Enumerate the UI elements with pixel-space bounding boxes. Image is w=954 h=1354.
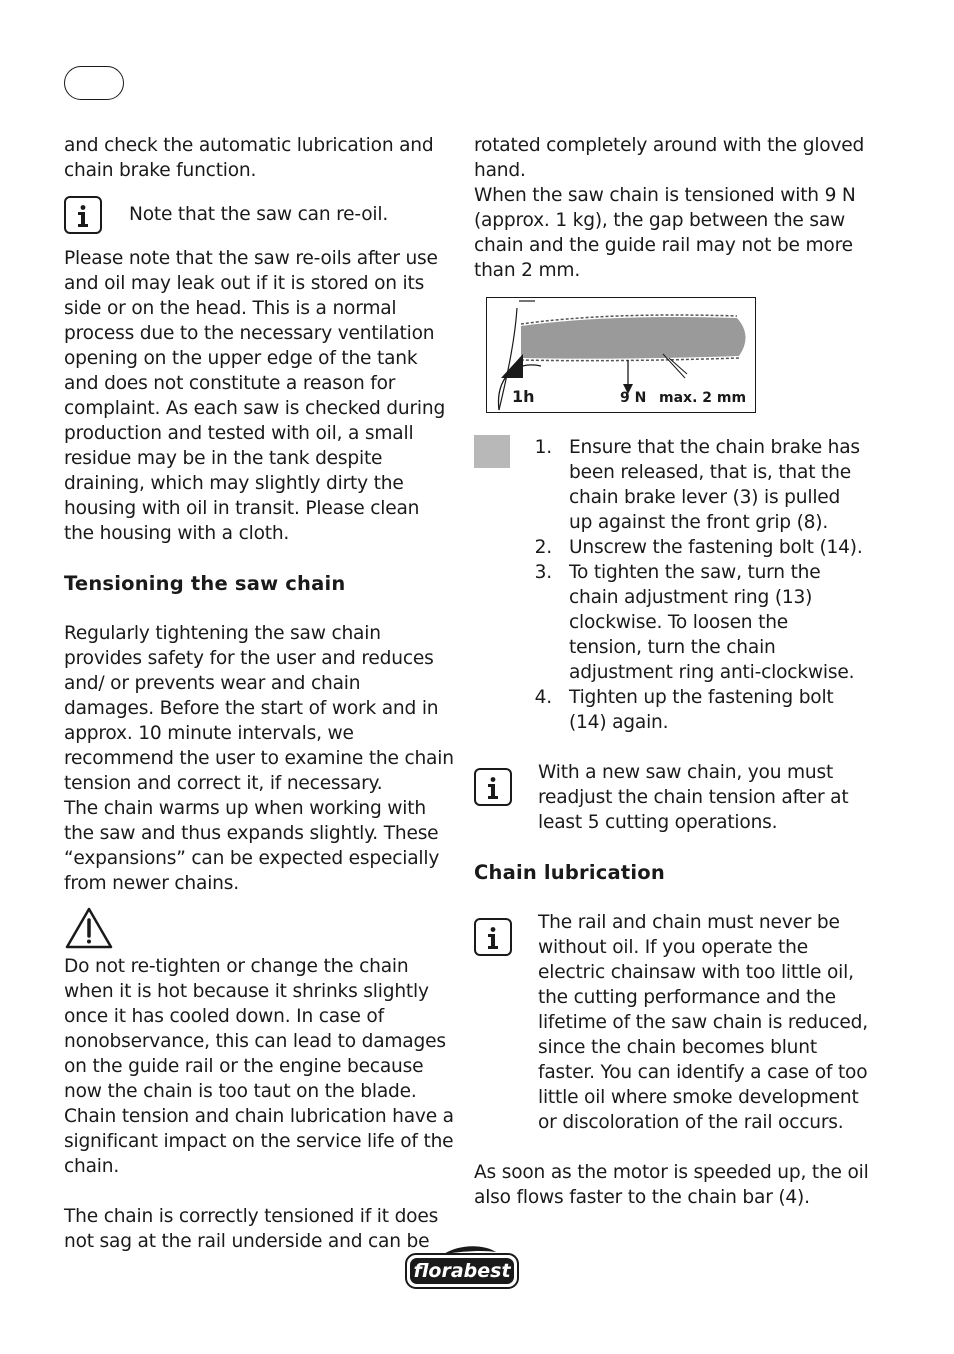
note-block [474,910,874,1135]
section-heading: Chain lubrication [474,861,665,884]
info-icon [474,918,512,956]
paragraph: When the saw chain is tensioned with 9 N (approx. 1 kg), the gap between the saw chain and the guide rail may not be more than 2 mm. [474,185,856,281]
chain-diagram [487,298,754,411]
info-icon [64,196,102,234]
note-text: The rail and chain must never be without oil. If you operate the electric chainsaw with too little oil, the cutting performance and the lifetime of the saw chain is reduced, since the chain becomes blunt faster. You can identify a case of too little oil where smoke development or discoloration of the rail occurs. [538,912,868,1133]
note-block [64,196,454,234]
paragraph: The chain warms up when working with the saw and thus expands slightly. These “expansions” can be expected especially from newer chains. [64,798,440,894]
paragraph: Regularly tightening the saw chain provides safety for the user and reduces and/ or prevents wear and chain damages. Before the start of work and in approx. 10 minute intervals, we recommend the user to examine the chain tension and correct it, if necessary. [64,623,454,794]
figure-label-gap: max. 2 mm [659,390,747,406]
figure-label-force: 9 N [620,390,647,406]
section-heading: Tensioning the saw chain [64,572,346,595]
steps-block [474,435,874,735]
paragraph: Chain tension and chain lubrication have a significant impact on the service life of the chain. [64,1106,454,1177]
list-item: 4. Tighten up the fastening bolt (14) again. [534,687,834,733]
logo-text: florabest [413,1260,511,1282]
note-block [474,760,874,835]
list-item: 2. Unscrew the fastening bolt (14). [534,537,863,558]
language-badge [64,66,124,100]
gray-step-marker [474,435,510,468]
paragraph: Please note that the saw re-oils after use and oil may leak out if it is stored on its side or on the head. This is a normal process due to the necessary ventilation opening on the upper edge of the tank and does not constitute a reason for complaint. As each saw is checked during production and tested with oil, a small residue may be in the tank despite draining, which may slightly dirty the housing with oil in transit. Please clean the housing with a cloth. [64,248,446,544]
paragraph: and check the automatic lubrication and chain brake function. [64,135,434,181]
figure-label-1h: 1h [512,387,535,406]
left-column [64,133,454,1254]
paragraph: As soon as the motor is speeded up, the oil also flows faster to the chain bar (4). [474,1162,869,1208]
warning-text: Do not re-tighten or change the chain when it is hot because it shrinks slightly once it has cooled down. In case of nonobservance, this can lead to damages on the guide rail or the engine because now the chain is too taut on the blade. [64,956,446,1102]
right-column [474,133,874,1210]
warning-triangle-icon [64,906,114,950]
chain-tension-figure [486,297,756,413]
note-text: Note that the saw can re-oil. [129,204,389,225]
list-item: 3. To tighten the saw, turn the chain adjustment ring (13) clockwise. To loosen the tension, turn the chain adjustment ring anti-clockwise. [534,562,855,683]
steps-list [520,435,864,735]
note-text: With a new saw chain, you must readjust the chain tension after at least 5 cutting operations. [538,762,849,833]
info-icon [474,768,512,806]
paragraph: rotated completely around with the gloved hand. [474,135,865,181]
florabest-logo [404,1244,520,1290]
paragraph: The chain is correctly tensioned if it does not sag at the rail underside and can be [64,1206,439,1252]
list-item: 1. Ensure that the chain brake has been released, that is, that the chain brake lever (3) is pulled up against the front grip (8). [534,437,860,533]
